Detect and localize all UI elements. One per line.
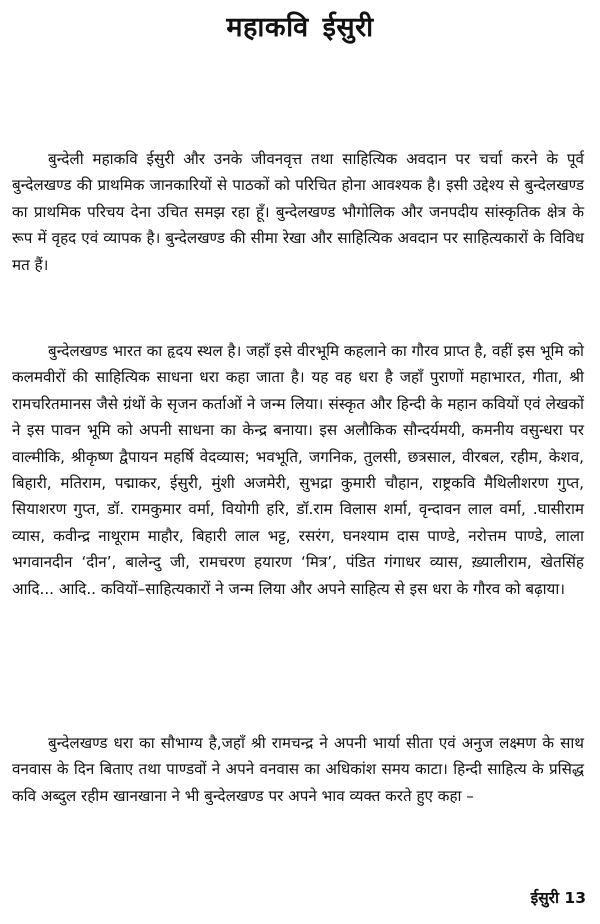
paragraph-3-text: बुन्देलखण्ड धरा का सौभाग्य है,जहाँ श्री रामचन्द्र ने अपनी भार्या सीता एवं अनुज लक्ष्मण के साथ वनवास के दिन बिताए तथा पाण्डवों ने अपने वनवास का अधिकांश समय काटा। हिन्दी साहित्य के प्रसिद्ध कवि अब्दुल रहीम खानखाना ने भी बुन्देलखण्ड पर अपने भाव व्यक्त करते हुए कहा – xyxy=(12,734,584,805)
paragraph-3 xyxy=(12,730,584,809)
paragraph-1 xyxy=(12,146,584,278)
page-title-part2: ईसुरी xyxy=(322,12,374,43)
paragraph-1-text: बुन्देली महाकवि ईसुरी और उनके जीवनवृत्त तथा साहित्यिक अवदान पर चर्चा करने के पूर्व बुन्देलखण्ड की प्राथमिक जानकारियों से पाठकों को परिचित होना आवश्यक है। इसी उद्देश्य से बुन्देलखण्ड का प्राथमिक परिचय देना उचित समझ रहा हूँ। बुन्देलखण्ड भौगोलिक और जनपदीय सांस्कृतिक क्षेत्र के रूप में वृहद एवं व्यापक है। बुन्देलखण्ड की सीमा रेखा और साहित्यिक अवदान पर साहित्यकारों के विविध मत हैं। xyxy=(12,150,584,274)
page-title-part1: महाकवि xyxy=(226,12,309,43)
paragraph-2 xyxy=(12,338,584,602)
page-title xyxy=(0,8,600,48)
paragraph-2-text: बुन्देलखण्ड भारत का हृदय स्थल है। जहाँ इसे वीरभूमि कहलाने का गौरव प्राप्त है, वहीं इस भूमि को कलमवीरों की साहित्यिक साधना धरा कहा जाता है। यह वह धरा है जहाँ पुराणों महाभारत, गीता, श्री रामचरितमानस जैसे ग्रंथों के सृजन कर्ताओं ने जन्म लिया। संस्कृत और हिन्दी के महान कवियों एवं लेखकों ने इस पावन भूमि को अपनी साधना का केन्द्र बनाया। इस अलौकिक सौन्दर्यमयी, कमनीय वसुन्धरा पर वाल्मीकि, श्रीकृष्ण द्वैपायन महर्षि वेदव्यास; भवभूति, जगनिक, तुलसी, छत्रसाल, वीरबल, रहीम, केशव, बिहारी, मतिराम, पद्माकर, ईसुरी, मुंशी अजमेरी, सुभद्रा कुमारी चौहान, राष्ट्रकवि मैथिलीशरण गुप्त, सियाशरण गुप्त, डॉ. रामकुमार वर्मा, वियोगी हरि, डॉ.राम विलास शर्मा, वृन्दावन लाल वर्मा, .घासीराम व्यास, कवीन्द्र नाथूराम माहौर, बिहारी लाल भट्ट, रसरंग, घनश्याम दास पाण्डे, नरोत्तम पाण्डे, लाला भगवानदीन ‘दीन’, बालेन्दु जी, रामचरण हयारण ‘मित्र’, पंडित गंगाधर व्यास, ख़्यालीराम, खेतसिंह आदि... आदि.. कवियों–साहित्यकारों ने जन्म लिया और अपने साहित्य से इस धरा के गौरव को बढ़ाया। xyxy=(12,342,584,598)
page-footer: ईसुरी 13 xyxy=(530,889,586,907)
